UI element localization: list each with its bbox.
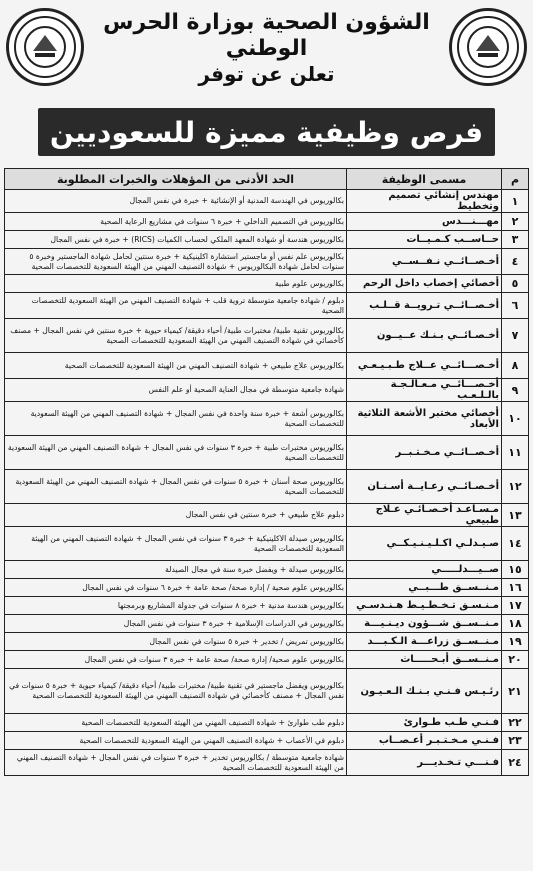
row-number: ٦ bbox=[502, 293, 529, 319]
emblem-seal-icon bbox=[14, 16, 76, 78]
job-requirements: بكالوريوس صحة أسنان + خبرة ٥ سنوات في نفس المجال + شهادة التصنيف المهني من الهيئة السعودية للتخصصات الصحية bbox=[5, 470, 347, 504]
job-title: أخـصــائــي مـخـتـبــر bbox=[347, 436, 502, 470]
row-number: ١ bbox=[502, 190, 529, 213]
table-row bbox=[5, 470, 529, 504]
job-requirements: دبلوم طب طوارئ + شهادة التصنيف المهني من الهيئة السعودية للتخصصات الصحية bbox=[5, 714, 347, 732]
table-row bbox=[5, 597, 529, 615]
ministry-title: الشؤون الصحية بوزارة الحرس الوطني bbox=[103, 10, 430, 61]
job-title: أخـصـــائــي مـعـالـجـة بالـلـعـب bbox=[347, 379, 502, 402]
table-row bbox=[5, 353, 529, 379]
row-number: ١٤ bbox=[502, 527, 529, 561]
seal-icon bbox=[23, 25, 67, 69]
job-title: أخصائي إخصاب داخل الرحم bbox=[347, 275, 502, 293]
row-number: ١٢ bbox=[502, 470, 529, 504]
jobs-table bbox=[4, 168, 529, 776]
table-row bbox=[5, 714, 529, 732]
job-title: أخـصــائــي نـفــســي bbox=[347, 249, 502, 275]
job-title: فـنـي مـخـتـبـر أعـصــاب bbox=[347, 732, 502, 750]
row-number: ١٧ bbox=[502, 597, 529, 615]
job-requirements: بكالوريوس صيدلة الاكلينيكية + خبرة ٣ سنوات في نفس المجال + شهادة التصنيف المهني من الهيئة السعودية للتخصصات الصحية bbox=[5, 527, 347, 561]
job-requirements: بكالوريوس في الدراسات الإسلامية + خبرة ٣ سنوات في نفس المجال bbox=[5, 615, 347, 633]
row-number: ٩ bbox=[502, 379, 529, 402]
job-title: مـنـسـق تـخـطـيـط هـنـدسـي bbox=[347, 597, 502, 615]
row-number: ٧ bbox=[502, 319, 529, 353]
announcement-subtitle: تعلن عن توفر bbox=[198, 62, 335, 86]
job-requirements: بكالوريوس علاج طبيعي + شهادة التصنيف المهني من الهيئة السعودية للتخصصات الصحية bbox=[5, 353, 347, 379]
job-requirements: بكالوريوس ويفضل ماجستير في تقنية طبية/ مختبرات طبية/ أحياء دقيقة/ كيمياء حيوية + خبرة ٥ سنوات في نفس المجال + مصنف كأخصائي في شهادة التصنيف المهني من الهيئة السعودية للتخصصات الصحية bbox=[5, 669, 347, 714]
job-requirements: بكالوريوس تمريض / تخدير + خبرة ٥ سنوات في نفس المجال bbox=[5, 633, 347, 651]
job-requirements: بكالوريوس علوم صحية / إدارة صحة/ صحة عامة + خبرة ٦ سنوات في نفس المجال bbox=[5, 579, 347, 597]
job-requirements: بكالوريوس علوم صحية/ إدارة صحة/ صحة عامة + خبرة ٣ سنوات في نفس المجال bbox=[5, 651, 347, 669]
job-title: فـنـي طـب طـوارئ bbox=[347, 714, 502, 732]
table-row bbox=[5, 504, 529, 527]
job-requirements: دبلوم علاج طبيعي + خبرة سنتين في نفس المجال bbox=[5, 504, 347, 527]
table-row bbox=[5, 750, 529, 776]
job-title: مـنــســق شـــؤون ديـنـيـــة bbox=[347, 615, 502, 633]
emblem-seal-icon bbox=[457, 16, 519, 78]
job-title: مـنــســق أبـحـــــاث bbox=[347, 651, 502, 669]
row-number: ١٥ bbox=[502, 561, 529, 579]
row-number: ٥ bbox=[502, 275, 529, 293]
job-requirements: بكالوريوس هندسة أو شهادة المعهد الملكي لحساب الكميات (RICS) + خبرة في نفس المجال bbox=[5, 231, 347, 249]
job-title: أخـصـــائــي عــلاج طـبـيـعـي bbox=[347, 353, 502, 379]
job-requirements: بكالوريوس صيدلة + ويفضل خبرة سنة في مجال الصيدلة bbox=[5, 561, 347, 579]
job-title: صـيـدلـي اكـلـيـنـيـكــي bbox=[347, 527, 502, 561]
job-requirements: بكالوريوس في التصميم الداخلي + خبرة ٦ سنوات في مشاريع الرعاية الصحية bbox=[5, 213, 347, 231]
table-row bbox=[5, 579, 529, 597]
table-row bbox=[5, 379, 529, 402]
table-row bbox=[5, 249, 529, 275]
job-title: أخصائي مختبر الأشعة الثلاثية الأبعاد bbox=[347, 402, 502, 436]
row-number: ٢٠ bbox=[502, 651, 529, 669]
table-row bbox=[5, 669, 529, 714]
job-requirements: بكالوريوس مختبرات طبية + خبرة ٣ سنوات في نفس المجال + شهادة التصنيف المهني من الهيئة السعودية للتخصصات الصحية bbox=[5, 436, 347, 470]
table-row bbox=[5, 402, 529, 436]
job-requirements: بكالوريوس في الهندسة المدنية أو الإنشائية + خبرة في نفس المجال bbox=[5, 190, 347, 213]
table-row bbox=[5, 275, 529, 293]
row-number: ١٩ bbox=[502, 633, 529, 651]
job-requirements: بكالوريوس أشعة + خبرة سنة واحدة في نفس المجال + شهادة التصنيف المهني من الهيئة السعودية للتخصصات الصحية bbox=[5, 402, 347, 436]
header-num: م bbox=[502, 169, 529, 190]
table-row bbox=[5, 527, 529, 561]
job-title: مـسـاعـد أخـصـائـي عـلاج طبيعي bbox=[347, 504, 502, 527]
table-row bbox=[5, 651, 529, 669]
job-requirements: دبلوم / شهادة جامعية متوسطة تروية قلب + شهادة التصنيف المهني من الهيئة السعودية للتخصصات الصحية bbox=[5, 293, 347, 319]
job-title: مهـــنـــدس bbox=[347, 213, 502, 231]
row-number: ١٦ bbox=[502, 579, 529, 597]
table-row bbox=[5, 293, 529, 319]
job-title: أخـصـائــي بـنـك عــيــون bbox=[347, 319, 502, 353]
job-requirements: بكالوريوس علم نفس أو ماجستير استشارة اكلينيكية + خبرة سنتين لحامل شهادة الماجستير وخبرة ٥ سنوات لحامل شهادة البكالوريوس + شهادة التصنيف المهني من الهيئة السعودية للتخصصات الصحية bbox=[5, 249, 347, 275]
job-requirements: شهادة جامعية متوسطة / بكالوريوس تخدير + خبرة ٣ سنوات في نفس المجال + شهادة التصنيف المهني من الهيئة السعودية للتخصصات الصحية bbox=[5, 750, 347, 776]
row-number: ٢٢ bbox=[502, 714, 529, 732]
table-row bbox=[5, 190, 529, 213]
header-job: مسمى الوظيفة bbox=[347, 169, 502, 190]
job-title: مهندس إنشائي تصميم وتخطيط bbox=[347, 190, 502, 213]
header bbox=[0, 0, 533, 160]
table-row bbox=[5, 732, 529, 750]
table-row bbox=[5, 615, 529, 633]
job-title: حــاســب كـمـيــات bbox=[347, 231, 502, 249]
job-title: فـنـــي تـخـديـــر bbox=[347, 750, 502, 776]
national-guard-emblem-left bbox=[6, 8, 84, 86]
row-number: ١١ bbox=[502, 436, 529, 470]
header-req: الحد الأدنى من المؤهلات والخبرات المطلوبة bbox=[5, 169, 347, 190]
row-number: ٢ bbox=[502, 213, 529, 231]
table-row bbox=[5, 213, 529, 231]
job-title: مـنــســق طـــبــي bbox=[347, 579, 502, 597]
row-number: ١٣ bbox=[502, 504, 529, 527]
seal-icon bbox=[466, 25, 510, 69]
row-number: ٢٣ bbox=[502, 732, 529, 750]
job-requirements: بكالوريوس علوم طبية bbox=[5, 275, 347, 293]
job-title: أخـصـائــي رعـايــة أسـنـان bbox=[347, 470, 502, 504]
row-number: ١٠ bbox=[502, 402, 529, 436]
job-title: صــيـــدلـــــي bbox=[347, 561, 502, 579]
job-title: أخـصــائــي تـرويــة قــلـب bbox=[347, 293, 502, 319]
jobs-banner: فرص وظيفية مميزة للسعوديين bbox=[38, 108, 495, 156]
job-requirements: دبلوم في الأعصاب + شهادة التصنيف المهني من الهيئة السعودية للتخصصات الصحية bbox=[5, 732, 347, 750]
job-requirements: شهادة جامعية متوسطة في مجال العناية الصحية أو علم النفس bbox=[5, 379, 347, 402]
table-header-row bbox=[5, 169, 529, 190]
job-requirements: بكالوريوس تقنية طبية/ مختبرات طبية/ أحياء دقيقة/ كيمياء حيوية + خبرة سنتين في نفس المجال + مصنف كأخصائي في شهادة التصنيف المهني من الهيئة السعودية للتخصصات الصحية bbox=[5, 319, 347, 353]
row-number: ٢١ bbox=[502, 669, 529, 714]
row-number: ٢٤ bbox=[502, 750, 529, 776]
table-row bbox=[5, 319, 529, 353]
job-requirements: بكالوريوس هندسة مدنية + خبرة ٨ سنوات في جدولة المشاريع وبرمجتها bbox=[5, 597, 347, 615]
job-title: رئـيـس فـنـي بـنـك الـعـيـون bbox=[347, 669, 502, 714]
table-row bbox=[5, 231, 529, 249]
table-row bbox=[5, 633, 529, 651]
table-row bbox=[5, 561, 529, 579]
national-guard-emblem-right bbox=[449, 8, 527, 86]
row-number: ٤ bbox=[502, 249, 529, 275]
table-row bbox=[5, 436, 529, 470]
row-number: ١٨ bbox=[502, 615, 529, 633]
row-number: ٨ bbox=[502, 353, 529, 379]
table-body bbox=[5, 190, 529, 776]
row-number: ٣ bbox=[502, 231, 529, 249]
job-title: مـنــســق زراعـــة الـكـبـــد bbox=[347, 633, 502, 651]
